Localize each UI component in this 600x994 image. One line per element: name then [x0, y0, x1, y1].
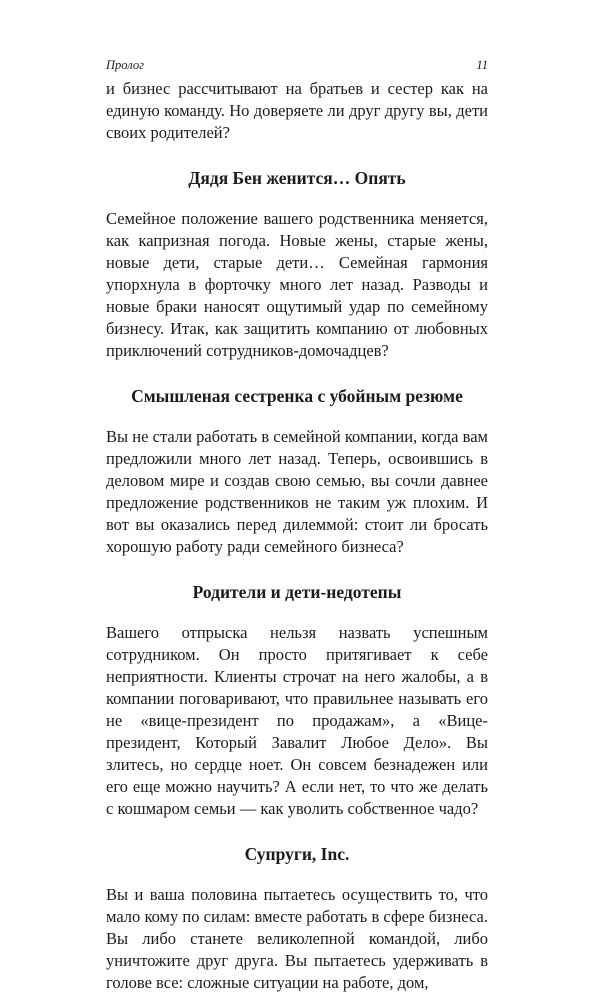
chapter-title: Пролог: [106, 58, 144, 72]
section-paragraph-clever-sister: Вы не стали работать в семейной компании, когда вам предложили много лет назад. Теперь, освоившись в деловом мире и создав свою семью, вы сочли давнее предложение родственников не таким уж плохим. И вот вы оказались перед дилеммой: стоит ли бросать хорошую работу ради семейного бизнеса?: [106, 427, 488, 556]
section-paragraph-parents-children: Вашего отпрыска нельзя назвать успешным сотрудником. Он просто притягивает к себе неприятности. Клиенты строчат на него жалобы, а в компании поговаривают, что правильнее называть его не «вице-президент по продажам», а «Вице-президент, Который Завалит Любое Дело». Вы злитесь, но сердце ноет. Он совсем безнадежен или его еще можно научить? А если нет, то что же делать с кошмаром семьи — как уволить собственное чадо?: [106, 623, 488, 818]
section-heading-parents-children: Родители и дети-недотепы: [192, 582, 402, 602]
section-paragraph-spouses-inc: Вы и ваша половина пытаетесь осуществить то, что мало кому по силам: вместе работать в сфере бизнеса. Вы либо станете великолепной командой, либо уничтожите друг друга. Вы пытаетесь удерживать в голове все: сложные ситуации на работе, дом,: [106, 885, 488, 992]
section-paragraph-uncle-ben: Семейное положение вашего родственника меняется, как капризная погода. Новые жены, старые жены, новые дети, старые дети… Семейная гармония упорхнула в форточку много лет назад. Разводы и новые браки наносят ощутимый удар по семейному бизнесу. Итак, как защитить компанию от любовных приключений сотрудников-домочадцев?: [106, 209, 488, 360]
running-header: [106, 58, 488, 78]
section-heading-spouses-inc: Супруги, Inc.: [244, 844, 350, 864]
section-heading-clever-sister: Смышленая сестренка с убойным резюме: [131, 386, 463, 406]
page-body: [106, 78, 488, 994]
section-heading-uncle-ben: Дядя Бен женится… Опять: [188, 168, 406, 188]
intro-paragraph: и бизнес рассчитывают на братьев и сестер как на единую команду. Но доверяете ли друг другу вы, дети своих родителей?: [106, 79, 488, 142]
page-number: 11: [476, 58, 488, 72]
